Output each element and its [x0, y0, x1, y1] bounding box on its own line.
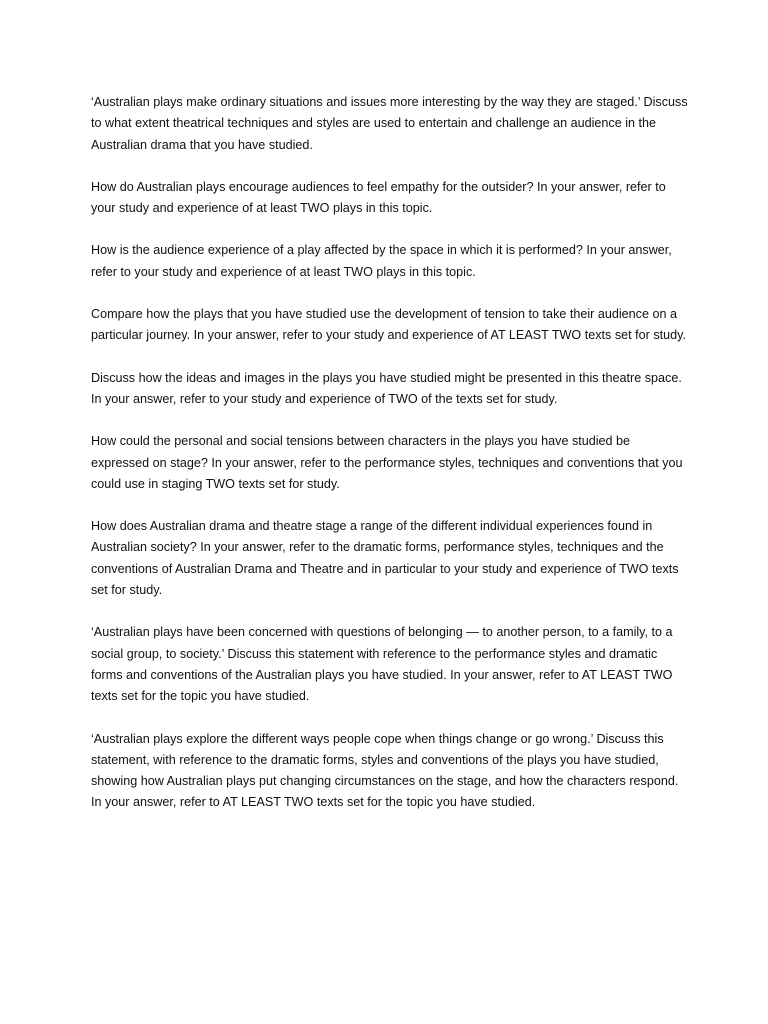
essay-question-5: Discuss how the ideas and images in the plays you have studied might be presented in this theatre space. In your answer, refer to your study and experience of TWO of the texts set for study.: [91, 370, 682, 406]
essay-question-4: Compare how the plays that you have studied use the development of tension to take their audience on a particular journey. In your answer, refer to your study and experience of AT LEAST TWO texts set for study.: [91, 307, 686, 343]
essay-question-9: ‘Australian plays explore the different ways people cope when things change or go wrong.’ Discuss this statement, with reference to the dramatic forms, styles and conventions of the plays you have studied, showing how Australian plays put changing circumstances on the stage, and how the characters respond. In your answer, refer to AT LEAST TWO texts set for the topic you have studied.: [91, 731, 679, 810]
document-body: [91, 92, 691, 835]
essay-question-6: How could the personal and social tensions between characters in the plays you have studied be expressed on stage? In your answer, refer to the performance styles, techniques and conventions that you could use in staging TWO texts set for study.: [91, 434, 683, 491]
essay-question-2: How do Australian plays encourage audiences to feel empathy for the outsider? In your answer, refer to your study and experience of at least TWO plays in this topic.: [91, 179, 666, 216]
essay-question-1: ‘Australian plays make ordinary situations and issues more interesting by the way they are staged.’ Discuss to what extent theatrical techniques and styles are used to entertain and challenge an audience in the Australian drama that you have studied.: [91, 95, 688, 152]
essay-question-3: How is the audience experience of a play affected by the space in which it is performed? In your answer, refer to your study and experience of at least TWO plays in this topic.: [91, 243, 672, 279]
essay-question-7: How does Australian drama and theatre stage a range of the different individual experiences found in Australian society? In your answer, refer to the dramatic forms, performance styles, techniques and the conventions of Australian Drama and Theatre and in particular to your study and experience of TWO texts set for study.: [91, 519, 679, 598]
essay-question-8: ‘Australian plays have been concerned with questions of belonging — to another person, to a family, to a social group, to society.’ Discuss this statement with reference to the performance styles and dramatic forms and conventions of the Australian plays you have studied. In your answer, refer to AT LEAST TWO texts set for the topic you have studied.: [91, 625, 673, 704]
